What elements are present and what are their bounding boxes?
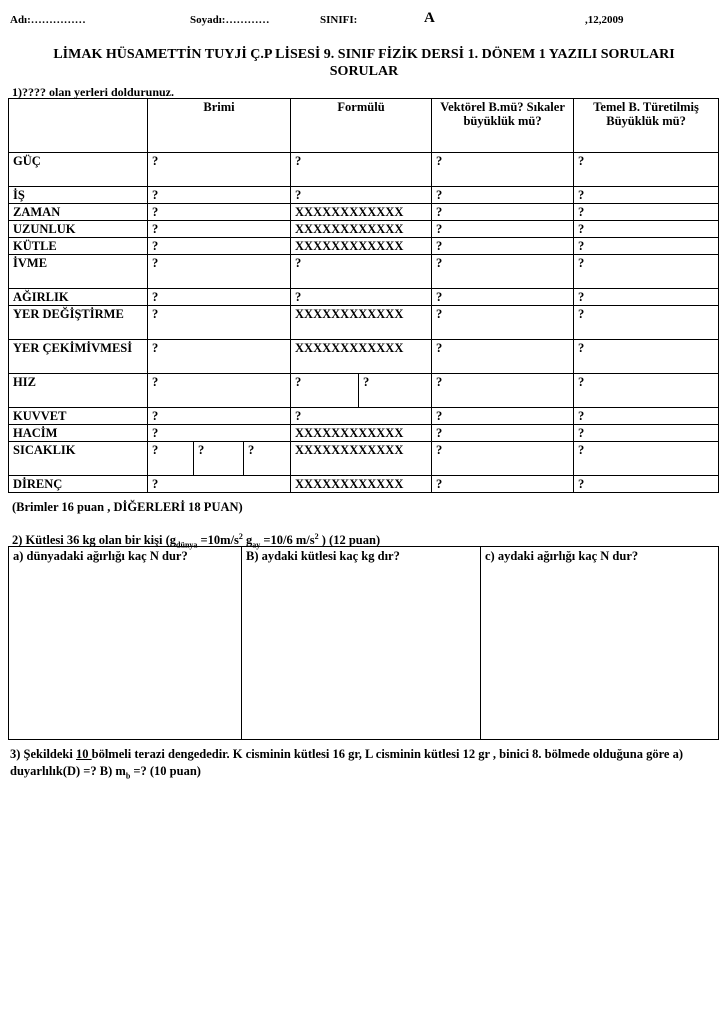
unit-cell[interactable]: ?	[244, 442, 291, 476]
table-row	[9, 238, 719, 255]
vector-scalar-cell[interactable]: ?	[432, 255, 574, 289]
question-2c-label: c) aydaki ağırlığı kaç N dur?	[485, 549, 639, 563]
table-row	[9, 153, 719, 187]
quantity-name: İŞ	[9, 187, 148, 204]
exam-title-line2: SORULAR	[329, 64, 399, 79]
vector-scalar-cell[interactable]: ?	[432, 425, 574, 442]
formula-cell[interactable]: XXXXXXXXXXXX	[291, 425, 432, 442]
quantities-table	[8, 98, 719, 493]
unit-cell[interactable]: ?	[148, 476, 291, 493]
formula-cell[interactable]: ?	[291, 153, 432, 187]
formula-cell[interactable]: ?	[291, 187, 432, 204]
base-derived-cell[interactable]: ?	[574, 289, 719, 306]
formula-cell[interactable]: XXXXXXXXXXXX	[291, 221, 432, 238]
base-derived-cell[interactable]: ?	[574, 374, 719, 408]
base-derived-cell[interactable]: ?	[574, 306, 719, 340]
vector-scalar-cell[interactable]: ?	[432, 221, 574, 238]
header-formula: Formülü	[291, 99, 432, 153]
formula-cell[interactable]: XXXXXXXXXXXX	[291, 306, 432, 340]
quantity-name: AĞIRLIK	[9, 289, 148, 306]
vector-scalar-cell[interactable]: ?	[432, 289, 574, 306]
quantity-name: ZAMAN	[9, 204, 148, 221]
formula-cell[interactable]: XXXXXXXXXXXX	[291, 442, 432, 476]
quantity-name: KÜTLE	[9, 238, 148, 255]
quantity-name: HIZ	[9, 374, 148, 408]
header-unit: Brimi	[148, 99, 291, 153]
base-derived-cell[interactable]: ?	[574, 476, 719, 493]
quantity-name: SICAKLIK	[9, 442, 148, 476]
base-derived-cell[interactable]: ?	[574, 187, 719, 204]
unit-cell[interactable]: ?	[148, 306, 291, 340]
question-2-text: 2) Kütlesi 36 kg olan bir kişi ($g_{dünya} =10m/s^2$ $g_{ay} =10/6$ $m/s^2$ ) (12 puan)	[12, 532, 381, 550]
base-derived-cell[interactable]: ?	[574, 340, 719, 374]
unit-cell[interactable]: ?	[148, 425, 291, 442]
quantity-name: HACİM	[9, 425, 148, 442]
quantity-name: KUVVET	[9, 408, 148, 425]
name-field-label: Adı:……………	[10, 14, 86, 26]
question-2b-label: B) aydaki kütlesi kaç kg dır?	[246, 549, 400, 563]
table-row	[9, 255, 719, 289]
table-row	[9, 476, 719, 493]
exam-date: ,12,2009	[585, 14, 624, 26]
answer-box-b[interactable]	[242, 547, 481, 740]
formula-cell[interactable]: XXXXXXXXXXXX	[291, 204, 432, 221]
question-3-text: 3) Şekildeki 10 bölmeli terazi dengededir. K cisminin kütlesi 16 gr, L cisminin kütlesi 12 gr , binici 8. bölmede olduğuna göre a) duyarlılık(D) =? B) $m_b$ =? (10 puan)	[10, 747, 683, 781]
quantity-name: DİRENÇ	[9, 476, 148, 493]
quantity-name: YER DEĞİŞTİRME	[9, 306, 148, 340]
vector-scalar-cell[interactable]: ?	[432, 340, 574, 374]
table-row	[9, 374, 719, 408]
vector-scalar-cell[interactable]: ?	[432, 374, 574, 408]
formula-cell[interactable]: XXXXXXXXXXXX	[291, 340, 432, 374]
unit-cell[interactable]: ?	[148, 289, 291, 306]
vector-scalar-cell[interactable]: ?	[432, 187, 574, 204]
vector-scalar-cell[interactable]: ?	[432, 476, 574, 493]
formula-cell[interactable]: ?	[359, 374, 432, 408]
table-row	[9, 425, 719, 442]
unit-cell[interactable]: ?	[148, 340, 291, 374]
class-value: A	[424, 10, 435, 26]
formula-cell[interactable]: ?	[291, 374, 359, 408]
exam-title-line1: LİMAK HÜSAMETTİN TUYJİ Ç.P LİSESİ 9. SINIF FİZİK DERSİ 1. DÖNEM 1 YAZILI SORULARI	[53, 47, 675, 62]
unit-cell[interactable]: ?	[148, 153, 291, 187]
base-derived-cell[interactable]: ?	[574, 408, 719, 425]
table-row	[9, 442, 719, 476]
vector-scalar-cell[interactable]: ?	[432, 442, 574, 476]
table-row	[9, 204, 719, 221]
unit-cell[interactable]: ?	[148, 238, 291, 255]
quantity-name: GÜÇ	[9, 153, 148, 187]
formula-cell[interactable]: ?	[291, 255, 432, 289]
vector-scalar-cell[interactable]: ?	[432, 238, 574, 255]
answer-box-c[interactable]	[481, 547, 719, 740]
formula-cell[interactable]: XXXXXXXXXXXX	[291, 476, 432, 493]
table-row	[9, 408, 719, 425]
base-derived-cell[interactable]: ?	[574, 204, 719, 221]
quantity-name: İVME	[9, 255, 148, 289]
unit-cell[interactable]: ?	[148, 255, 291, 289]
unit-cell[interactable]: ?	[148, 442, 194, 476]
unit-cell[interactable]: ?	[148, 408, 291, 425]
base-derived-cell[interactable]: ?	[574, 442, 719, 476]
exam-title	[0, 46, 728, 80]
vector-scalar-cell[interactable]: ?	[432, 408, 574, 425]
question-2-answer-boxes	[8, 546, 719, 740]
table-row	[9, 306, 719, 340]
unit-cell[interactable]: ?	[148, 374, 291, 408]
formula-cell[interactable]: XXXXXXXXXXXX	[291, 238, 432, 255]
class-field-label: SINIFI:	[320, 14, 358, 26]
base-derived-cell[interactable]: ?	[574, 153, 719, 187]
vector-scalar-cell[interactable]: ?	[432, 306, 574, 340]
question-1-points-note: (Brimler 16 puan , DİĞERLERİ 18 PUAN)	[12, 500, 243, 514]
formula-cell[interactable]: ?	[291, 408, 432, 425]
table-header-row	[9, 99, 719, 153]
base-derived-cell[interactable]: ?	[574, 425, 719, 442]
vector-scalar-cell[interactable]: ?	[432, 204, 574, 221]
unit-cell[interactable]: ?	[148, 221, 291, 238]
base-derived-cell[interactable]: ?	[574, 238, 719, 255]
table-row	[9, 221, 719, 238]
formula-cell[interactable]: ?	[291, 289, 432, 306]
table-row	[9, 187, 719, 204]
unit-cell[interactable]: ?	[148, 204, 291, 221]
header-vector-scalar: Vektörel B.mü? Sıkaler büyüklük mü?	[432, 99, 574, 153]
quantity-name: UZUNLUK	[9, 221, 148, 238]
base-derived-cell[interactable]: ?	[574, 221, 719, 238]
answer-box-a[interactable]	[9, 547, 242, 740]
base-derived-cell[interactable]: ?	[574, 255, 719, 289]
header-base-derived: Temel B. Türetilmiş Büyüklük mü?	[574, 99, 719, 153]
table-row	[9, 340, 719, 374]
surname-field-label: Soyadı:…………	[190, 14, 270, 26]
unit-cell[interactable]: ?	[194, 442, 244, 476]
table-row	[9, 289, 719, 306]
unit-cell[interactable]: ?	[148, 187, 291, 204]
vector-scalar-cell[interactable]: ?	[432, 153, 574, 187]
question-2a-label: a) dünyadaki ağırlığı kaç N dur?	[13, 549, 188, 563]
question-1-text: 1)???? olan yerleri doldurunuz.	[12, 85, 175, 99]
quantity-name: YER ÇEKİMİVMESİ	[9, 340, 148, 374]
